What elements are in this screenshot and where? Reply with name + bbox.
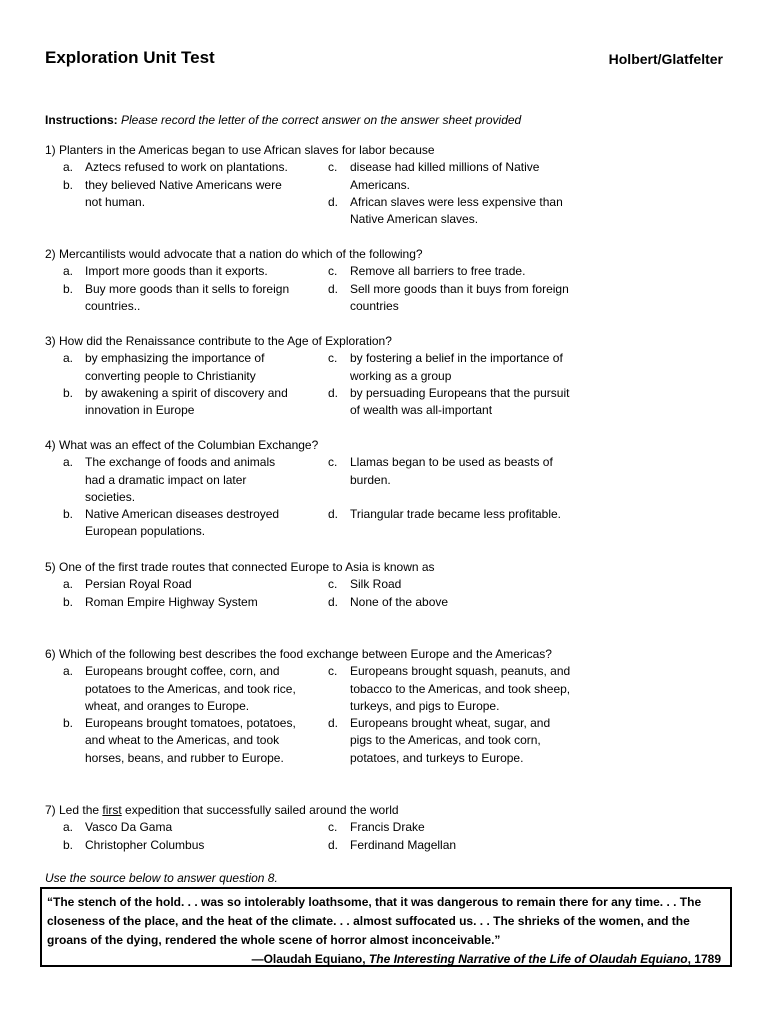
question-1 [45, 142, 735, 228]
option-d: d. Ferdinand Magellan [328, 837, 457, 852]
author-names: Holbert/Glatfelter [608, 51, 723, 67]
question-7 [45, 802, 735, 854]
question-stem: 6) Which of the following best describes the food exchange between Europe and the Americas? [45, 647, 552, 661]
option-a: a. The exchange of foods and animals had a dramatic impact on later societies. [63, 455, 276, 504]
option-b: b. Buy more goods than it sells to foreign countries.. [63, 281, 290, 313]
question-6 [45, 646, 735, 767]
source-citation: —Olaudah Equiano, The Interesting Narrative of the Life of Olaudah Equiano, 1789 [251, 952, 721, 966]
option-a: a. Aztecs refused to work on plantations. [63, 160, 288, 175]
option-d: d. African slaves were less expensive than Native American slaves. [328, 194, 563, 227]
option-d: d. Europeans brought wheat, sugar, and pigs to the Americas, and took corn, potatoes, and turkeys to Europe. [328, 716, 551, 765]
header [45, 48, 723, 74]
option-c: c. Francis Drake [328, 820, 425, 835]
source-instruction: Use the source below to answer question 8. [45, 871, 278, 885]
option-c: c. disease had killed millions of Native Americans. [328, 160, 540, 192]
question-stem: 3) How did the Renaissance contribute to the Age of Exploration? [45, 334, 392, 348]
instructions-label: Instructions: [45, 113, 118, 127]
option-c: c. Silk Road [328, 577, 402, 592]
option-b: b. by awakening a spirit of discovery and innovation in Europe [63, 385, 288, 418]
question-5 [45, 559, 735, 611]
option-b: b. they believed Native Americans were not human. [63, 177, 282, 209]
option-c: c. by fostering a belief in the importance of working as a group [328, 351, 563, 383]
option-b: b. Roman Empire Highway System [63, 594, 258, 609]
option-a: a. by emphasizing the importance of converting people to Christianity [63, 351, 265, 383]
option-a: a. Persian Royal Road [63, 577, 192, 592]
question-stem: 5) One of the first trade routes that connected Europe to Asia is known as [45, 560, 435, 574]
option-a: a. Import more goods than it exports. [63, 264, 268, 279]
option-b: b. Native American diseases destroyed European populations. [63, 507, 280, 539]
option-a: a. Vasco Da Gama [63, 820, 173, 835]
option-b: b. Europeans brought tomatoes, potatoes, and wheat to the Americas, and took horses, beans, and rubber to Europe. [63, 716, 296, 765]
option-b: b. Christopher Columbus [63, 837, 205, 852]
question-4 [45, 437, 735, 541]
source-quote-box [40, 887, 732, 967]
question-2 [45, 246, 735, 315]
option-c: c. Remove all barriers to free trade. [328, 264, 526, 279]
source-quote: “The stench of the hold. . . was so intolerably loathsome, that it was dangerous to remain there for any time. . . The closeness of the place, and the heat of the climate. . . almost suffocated us. . . The shrieks of the women, and the groans of the dying, rendered the whole scene of horror almost inconceivable.” [47, 895, 702, 947]
instructions-text: Please record the letter of the correct answer on the answer sheet provided [121, 113, 522, 127]
question-stem: 7) Led the first expedition that successfully sailed around the world [45, 803, 399, 817]
question-stem: 1) Planters in the Americas began to use African slaves for labor because [45, 143, 435, 157]
option-d: d. by persuading Europeans that the pursuit of wealth was all-important [328, 385, 570, 418]
question-stem: 4) What was an effect of the Columbian Exchange? [45, 438, 319, 452]
question-stem: 2) Mercantilists would advocate that a nation do which of the following? [45, 247, 423, 261]
option-c: c. Europeans brought squash, peanuts, and tobacco to the Americas, and took sheep, turkeys, and pigs to Europe. [328, 664, 571, 713]
option-d: d. Triangular trade became less profitable. [328, 507, 561, 522]
option-d: d. None of the above [328, 594, 449, 609]
option-d: d. Sell more goods than it buys from foreign countries [328, 281, 569, 313]
question-3 [45, 333, 735, 419]
option-a: a. Europeans brought coffee, corn, and potatoes to the Americas, and took rice, wheat, and oranges to Europe. [63, 664, 296, 713]
instructions [45, 113, 521, 127]
option-c: c. Llamas began to be used as beasts of burden. [328, 455, 553, 487]
page-title: Exploration Unit Test [45, 48, 215, 67]
